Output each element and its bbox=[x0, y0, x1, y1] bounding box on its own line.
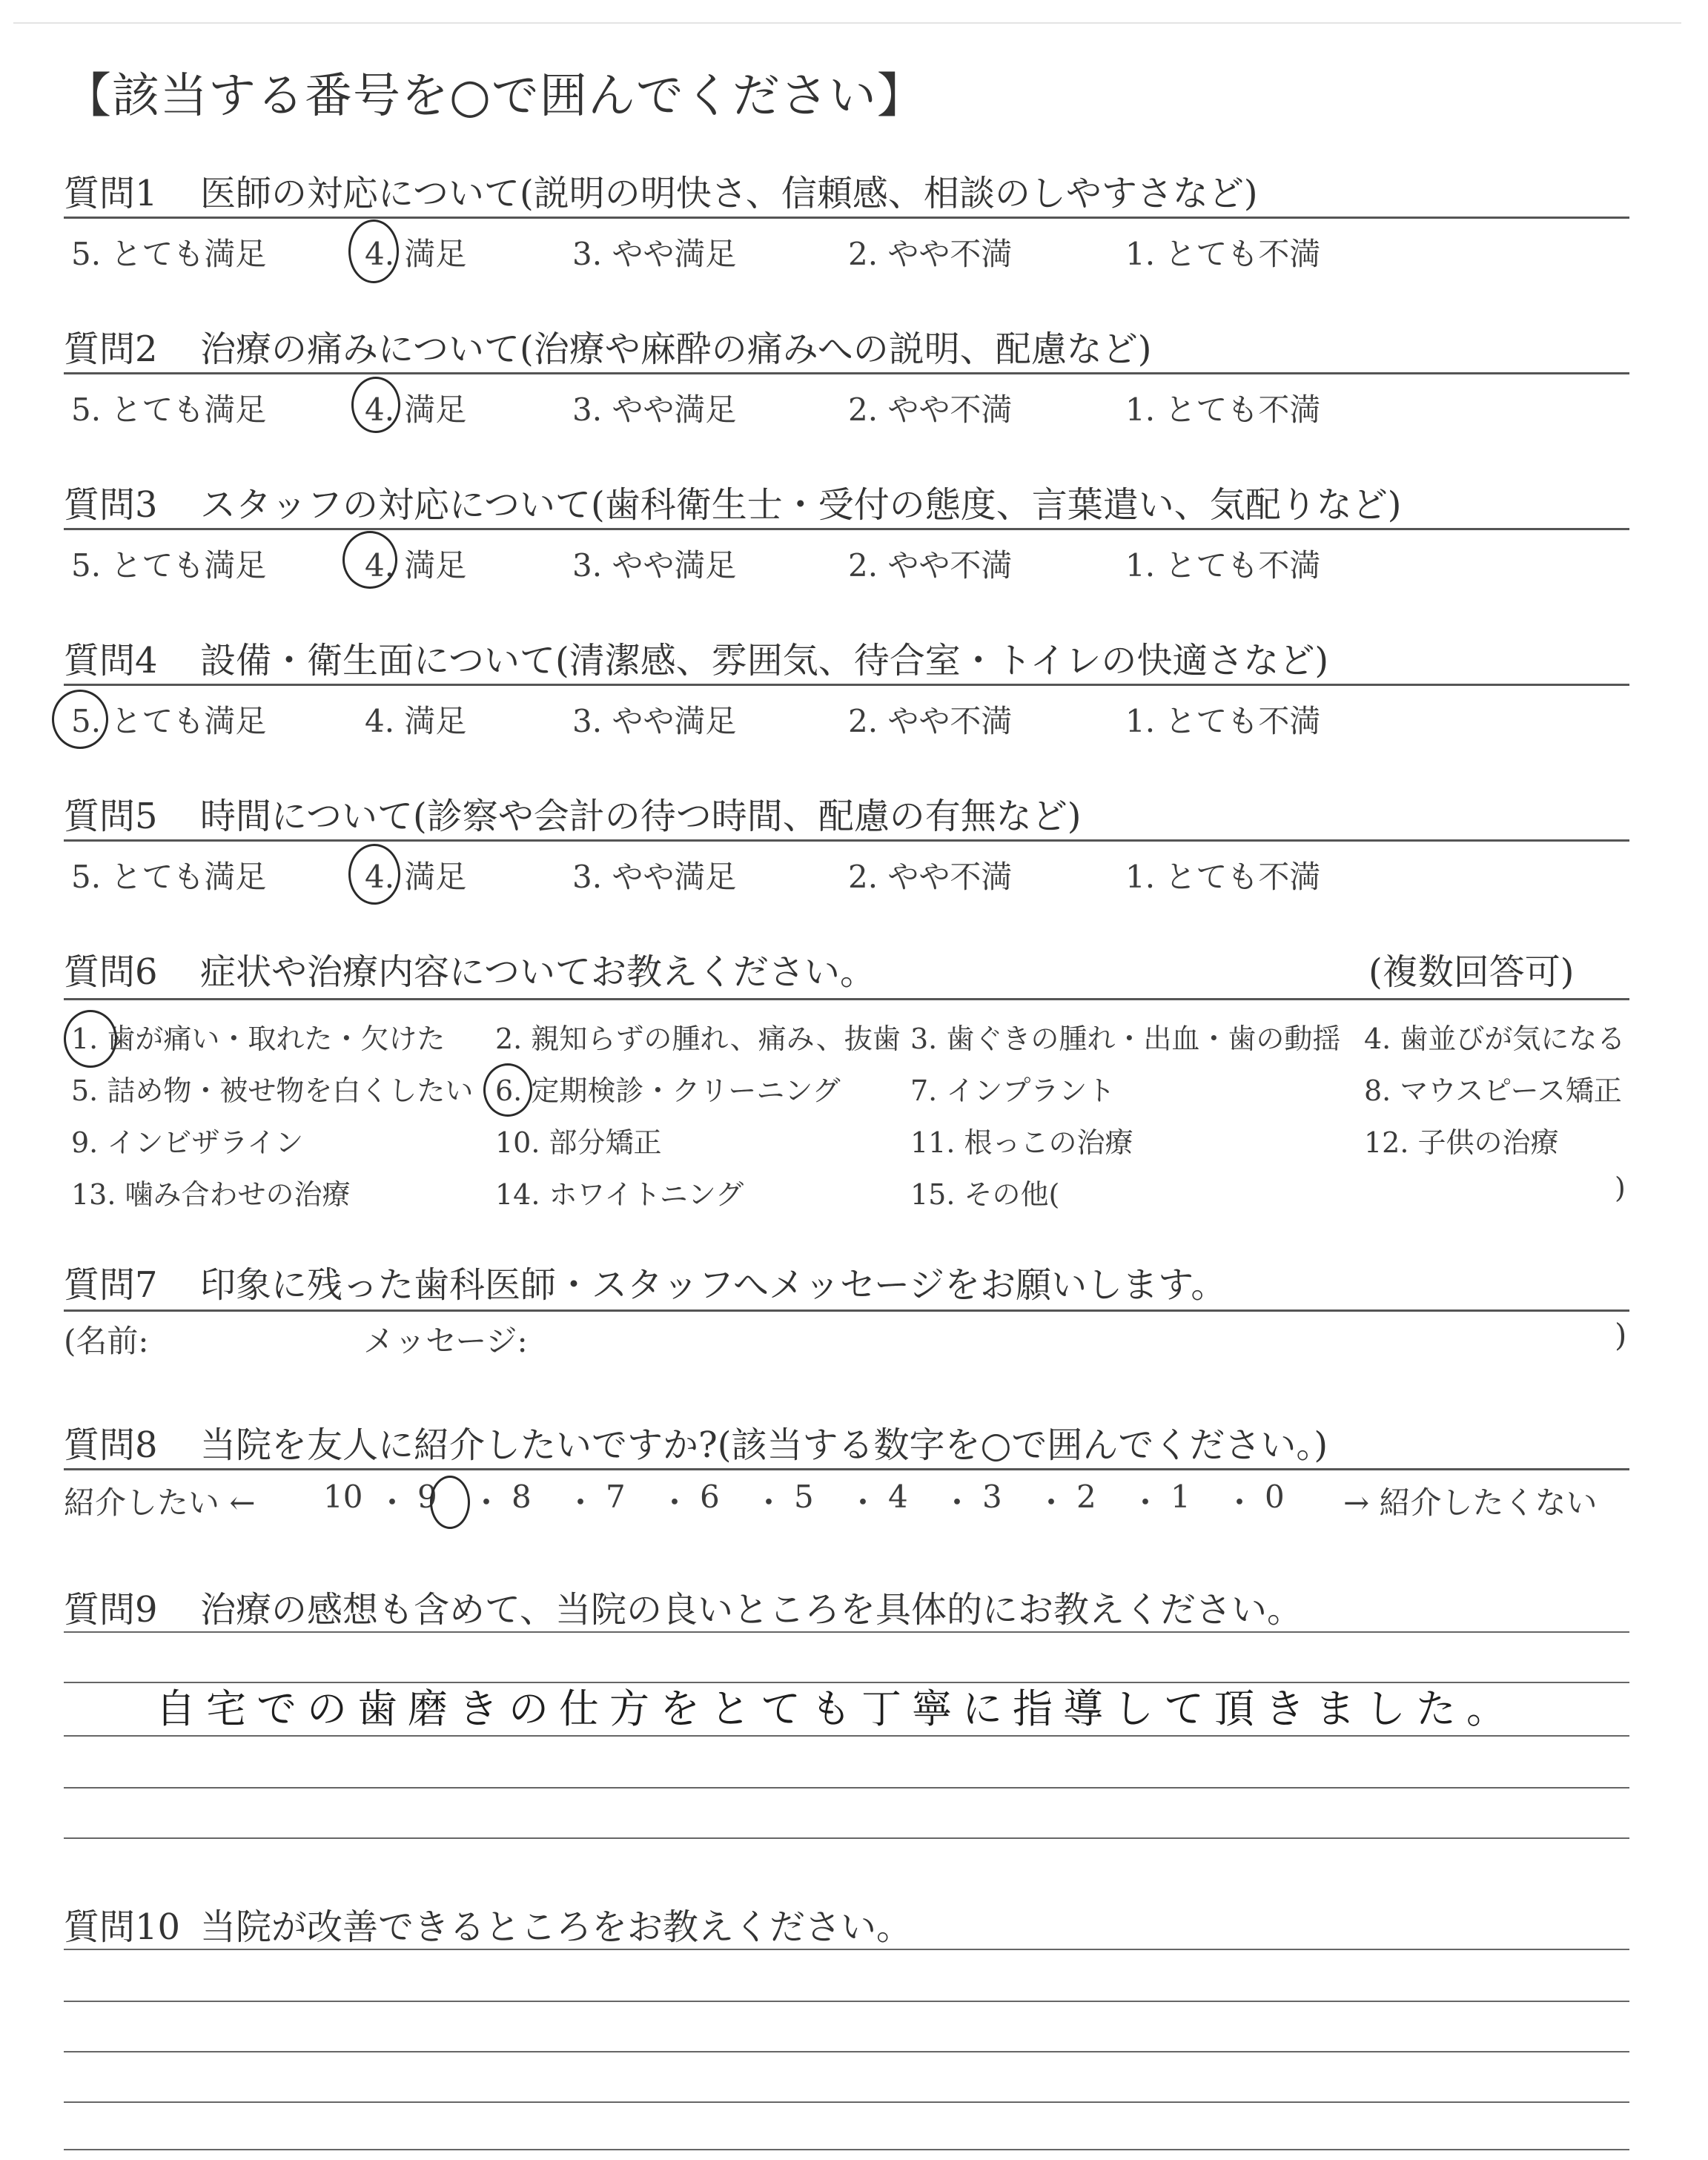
q6-option-2[interactable]: 2. 親知らずの腫れ、痛み、抜歯 bbox=[495, 1023, 901, 1055]
q4-option-3[interactable]: 3. やや満足 bbox=[572, 703, 737, 739]
q6-option-6[interactable]: 6. 定期検診・クリーニング bbox=[495, 1074, 841, 1107]
question-2-title: 質問2 治療の痛みについて(治療や麻酔の痛みへの説明、配慮など) bbox=[64, 328, 1152, 370]
question-8-title: 質問8 当院を友人に紹介したいですか?(該当する数字を○で囲んでください。) bbox=[64, 1424, 1328, 1466]
q6-option-4[interactable]: 4. 歯並びが気になる bbox=[1364, 1023, 1626, 1055]
q4-option-5[interactable]: 5. とても満足 bbox=[71, 703, 267, 739]
question-3-title: 質問3 スタッフの対応について(歯科衛生士・受付の態度、言葉遣い、気配りなど) bbox=[64, 484, 1402, 526]
q8-scale-8[interactable]: 8 bbox=[512, 1479, 532, 1515]
q8-scale-1[interactable]: 1 bbox=[1171, 1479, 1191, 1515]
q6-option-12[interactable]: 12. 子供の治療 bbox=[1364, 1126, 1559, 1159]
q6-option-13[interactable]: 13. 噛み合わせの治療 bbox=[71, 1178, 351, 1211]
q8-scale-separator: ・ bbox=[659, 1484, 691, 1521]
q9-line-4 bbox=[64, 1787, 1629, 1789]
q3-answer-circle bbox=[342, 531, 397, 589]
q8-scale-4[interactable]: 4 bbox=[888, 1479, 908, 1515]
q10-line-2 bbox=[64, 2001, 1629, 2002]
q6-multi-answer-note: (複数回答可) bbox=[1368, 951, 1575, 993]
q1-option-5[interactable]: 5. とても満足 bbox=[71, 236, 267, 272]
q6-option-14[interactable]: 14. ホワイトニング bbox=[495, 1178, 744, 1211]
form-heading: 【該当する番号を○で囲んでください】 bbox=[64, 69, 925, 124]
q8-right-label: → 紹介したくない bbox=[1343, 1484, 1598, 1521]
q8-scale-9[interactable]: 9 bbox=[417, 1479, 437, 1515]
question-9-title: 質問9 治療の感想も含めて、当院の良いところを具体的にお教えください。 bbox=[64, 1589, 1303, 1631]
q8-scale-separator: ・ bbox=[471, 1484, 503, 1521]
q8-scale-separator: ・ bbox=[1036, 1484, 1068, 1521]
question-6-rule bbox=[64, 998, 1629, 1000]
q1-option-2[interactable]: 2. やや不満 bbox=[848, 236, 1013, 272]
q8-scale-6[interactable]: 6 bbox=[700, 1479, 720, 1515]
q3-option-5[interactable]: 5. とても満足 bbox=[71, 547, 267, 584]
q6-option-10[interactable]: 10. 部分矯正 bbox=[495, 1126, 662, 1159]
q8-scale-separator: ・ bbox=[847, 1484, 879, 1521]
q8-scale-7[interactable]: 7 bbox=[606, 1479, 626, 1515]
q1-option-4[interactable]: 4. 満足 bbox=[365, 236, 467, 272]
q6-option-15[interactable]: 15. その他( bbox=[910, 1178, 1060, 1211]
q8-scale-separator: ・ bbox=[941, 1484, 973, 1521]
q9-line-5 bbox=[64, 1837, 1629, 1839]
question-2-rule bbox=[64, 372, 1629, 374]
q10-line-4 bbox=[64, 2101, 1629, 2103]
question-10-title: 質問10 当院が改善できるところをお教えください。 bbox=[64, 1906, 913, 1948]
q8-scale-3[interactable]: 3 bbox=[982, 1479, 1002, 1515]
q10-line-5 bbox=[64, 2149, 1629, 2150]
q5-option-1[interactable]: 1. とても不満 bbox=[1125, 859, 1321, 895]
q7-message-label: メッセージ: bbox=[363, 1323, 528, 1359]
q2-option-1[interactable]: 1. とても不満 bbox=[1125, 392, 1321, 428]
q6-answer-circle-6 bbox=[483, 1063, 532, 1117]
q1-option-1[interactable]: 1. とても不満 bbox=[1125, 236, 1321, 272]
q6-option-5[interactable]: 5. 詰め物・被せ物を白くしたい bbox=[71, 1074, 474, 1107]
scan-edge-line bbox=[13, 22, 1681, 24]
q9-line-3 bbox=[64, 1735, 1629, 1737]
q3-option-3[interactable]: 3. やや満足 bbox=[572, 547, 737, 584]
question-4-title: 質問4 設備・衛生面について(清潔感、雰囲気、待合室・トイレの快適さなど) bbox=[64, 640, 1329, 681]
q2-answer-circle bbox=[351, 377, 400, 433]
q5-option-3[interactable]: 3. やや満足 bbox=[572, 859, 737, 895]
question-8-rule bbox=[64, 1468, 1629, 1470]
q8-scale-separator: ・ bbox=[1224, 1484, 1256, 1521]
q4-option-1[interactable]: 1. とても不満 bbox=[1125, 703, 1321, 739]
q6-option-11[interactable]: 11. 根っこの治療 bbox=[910, 1126, 1133, 1159]
q6-option-9[interactable]: 9. インビザライン bbox=[71, 1126, 304, 1159]
q6-option-8[interactable]: 8. マウスピース矯正 bbox=[1364, 1074, 1622, 1107]
q2-option-3[interactable]: 3. やや満足 bbox=[572, 392, 737, 428]
q8-scale-0[interactable]: 0 bbox=[1265, 1479, 1285, 1515]
q3-option-2[interactable]: 2. やや不満 bbox=[848, 547, 1013, 584]
q7-close-paren: ) bbox=[1615, 1317, 1627, 1353]
question-4-rule bbox=[64, 684, 1629, 686]
q5-option-5[interactable]: 5. とても満足 bbox=[71, 859, 267, 895]
q4-answer-circle bbox=[52, 690, 108, 749]
q7-name-label: (名前: bbox=[64, 1323, 149, 1359]
q9-handwritten-answer: 自宅での歯磨きの仕方をとても丁寧に指導して頂きました。 bbox=[156, 1685, 1517, 1732]
q5-answer-circle bbox=[348, 844, 400, 905]
q6-option-15-close: ) bbox=[1615, 1172, 1626, 1204]
question-5-rule bbox=[64, 839, 1629, 842]
q3-option-4[interactable]: 4. 満足 bbox=[365, 547, 467, 584]
q8-scale-separator: ・ bbox=[377, 1484, 408, 1521]
question-3-rule bbox=[64, 528, 1629, 530]
q1-answer-circle bbox=[348, 219, 399, 283]
q8-answer-circle bbox=[430, 1476, 470, 1529]
q6-answer-circle-1 bbox=[64, 1010, 117, 1068]
q8-scale-10[interactable]: 10 bbox=[323, 1479, 363, 1515]
question-6-title: 質問6 症状や治療内容についてお教えください。 bbox=[64, 951, 876, 993]
q2-option-5[interactable]: 5. とても満足 bbox=[71, 392, 267, 428]
q8-scale-5[interactable]: 5 bbox=[794, 1479, 814, 1515]
question-7-rule bbox=[64, 1309, 1629, 1312]
q6-option-3[interactable]: 3. 歯ぐきの腫れ・出血・歯の動揺 bbox=[910, 1023, 1341, 1055]
q1-option-3[interactable]: 3. やや満足 bbox=[572, 236, 737, 272]
q8-scale-2[interactable]: 2 bbox=[1076, 1479, 1096, 1515]
question-5-title: 質問5 時間について(診察や会計の待つ時間、配慮の有無など) bbox=[64, 796, 1082, 837]
q10-line-1 bbox=[64, 1949, 1629, 1950]
question-1-title: 質問1 医師の対応について(説明の明快さ、信頼感、相談のしやすさなど) bbox=[64, 173, 1258, 214]
q2-option-4[interactable]: 4. 満足 bbox=[365, 392, 467, 428]
q2-option-2[interactable]: 2. やや不満 bbox=[848, 392, 1013, 428]
q5-option-2[interactable]: 2. やや不満 bbox=[848, 859, 1013, 895]
q4-option-4[interactable]: 4. 満足 bbox=[365, 703, 467, 739]
q4-option-2[interactable]: 2. やや不満 bbox=[848, 703, 1013, 739]
q5-option-4[interactable]: 4. 満足 bbox=[365, 859, 467, 895]
q8-scale-separator: ・ bbox=[1130, 1484, 1162, 1521]
q8-scale-separator: ・ bbox=[753, 1484, 785, 1521]
q6-option-7[interactable]: 7. インプラント bbox=[910, 1074, 1116, 1107]
question-7-title: 質問7 印象に残った歯科医師・スタッフへメッセージをお願いします。 bbox=[64, 1264, 1227, 1306]
question-1-rule bbox=[64, 217, 1629, 219]
q10-line-3 bbox=[64, 2051, 1629, 2052]
q8-left-label: 紹介したい ← bbox=[64, 1484, 256, 1521]
q3-option-1[interactable]: 1. とても不満 bbox=[1125, 547, 1321, 584]
q6-option-1[interactable]: 1. 歯が痛い・取れた・欠けた bbox=[71, 1023, 446, 1055]
q9-line-1 bbox=[64, 1631, 1629, 1633]
q8-scale-separator: ・ bbox=[565, 1484, 597, 1521]
